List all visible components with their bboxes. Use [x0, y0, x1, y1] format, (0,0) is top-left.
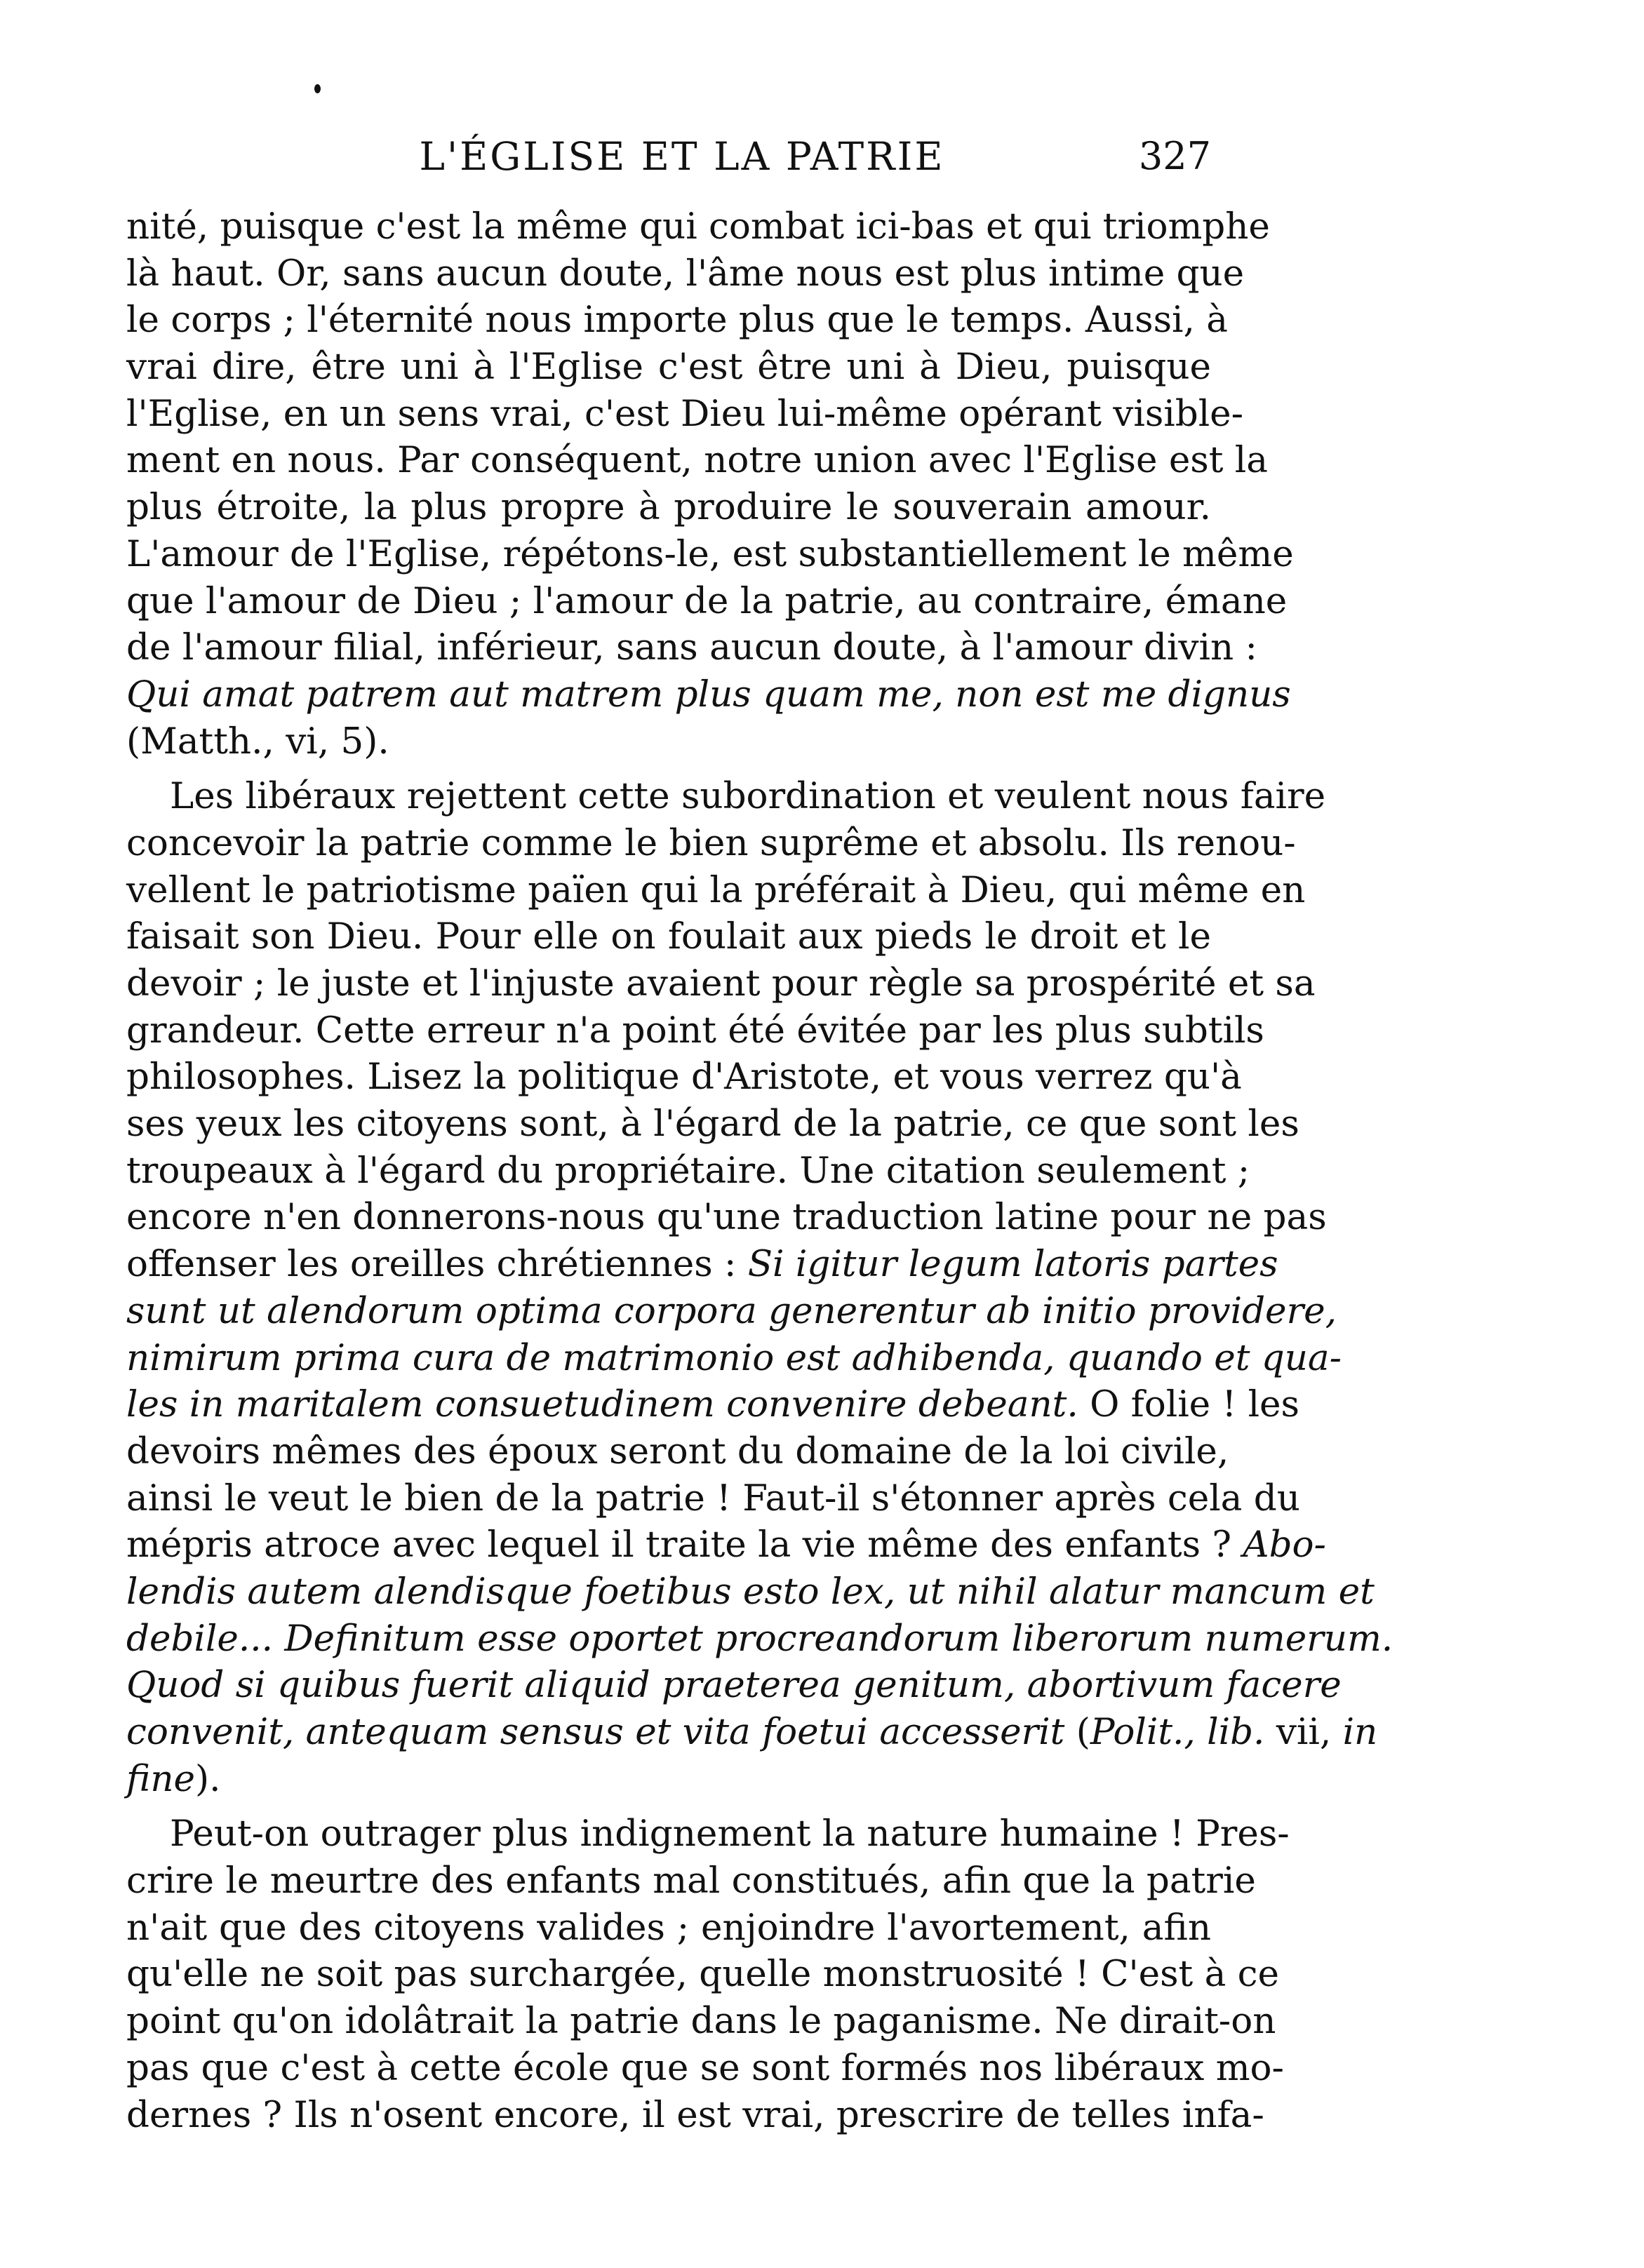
text-line: [126, 1194, 1327, 1241]
roman-text: de l'amour filial, inférieur, sans aucun doute, à l'amour divin :: [126, 626, 1257, 669]
italic-text: nimirum prima cura de matrimonio est adhibenda, quando et qua-: [126, 1336, 1342, 1379]
italic-text: debile... Definitum esse oportet procreandorum liberorum numerum.: [126, 1617, 1394, 1660]
text-line: [126, 671, 1291, 718]
text-line: [126, 1858, 1256, 1905]
roman-text: grandeur. Cette erreur n'a point été évitée par les plus subtils: [126, 1009, 1264, 1052]
body-text: [126, 203, 1394, 2138]
roman-text: Peut-on outrager plus indignement la nature humaine ! Pres-: [170, 1813, 1290, 1856]
text-line: [126, 578, 1288, 625]
italic-text: les in maritalem consuetudinem convenire debeant.: [126, 1383, 1078, 1426]
text-line: [126, 1241, 1278, 1288]
italic-text: Si igitur legum latoris partes: [747, 1243, 1278, 1286]
paragraph: [126, 203, 1294, 765]
text-line: [126, 1905, 1211, 1952]
roman-text: crire le meurtre des enfants mal constitués, afin que la patrie: [126, 1860, 1256, 1903]
roman-text: vellent le patriotisme païen qui la préférait à Dieu, qui même en: [126, 868, 1306, 911]
text-line: [126, 1998, 1276, 2045]
roman-text: l'Eglise, en un sens vrai, c'est Dieu lui-même opérant visible-: [126, 392, 1244, 435]
roman-text: (Matth., vi, 5).: [126, 720, 389, 763]
roman-text: vii,: [1264, 1711, 1343, 1753]
roman-text: qu'elle ne soit pas surchargée, quelle monstruosité ! C'est à ce: [126, 1953, 1279, 1996]
paragraph: [126, 773, 1394, 1802]
text-line: [126, 820, 1296, 867]
paragraph: [126, 1811, 1290, 2138]
roman-text: dernes ? Ils n'osent encore, il est vrai, prescrire de telles infa-: [126, 2093, 1264, 2136]
roman-text: philosophes. Lisez la politique d'Aristote, et vous verrez qu'à: [126, 1056, 1242, 1099]
roman-text: pas que c'est à cette école que se sont formés nos libéraux mo-: [126, 2046, 1284, 2089]
text-line: [126, 484, 1211, 531]
roman-text: plus étroite, la plus propre à produire le souverain amour.: [126, 486, 1211, 529]
text-line: [126, 1756, 1211, 1803]
text-line: [126, 1951, 1279, 1998]
text-line: [126, 203, 1270, 250]
roman-text: ).: [195, 1757, 221, 1800]
roman-text: que l'amour de Dieu ; l'amour de la patrie, au contraire, émane: [126, 579, 1288, 622]
text-line: [126, 1288, 1337, 1335]
roman-text: encore n'en donnerons-nous qu'une traduction latine pour ne pas: [126, 1196, 1327, 1239]
italic-text: Quod si quibus fuerit aliquid praeterea genitum, abortivum facere: [126, 1664, 1342, 1707]
text-line: [126, 531, 1294, 578]
roman-text: devoirs mêmes des époux seront du domaine de la loi civile,: [126, 1430, 1229, 1472]
text-line: [126, 624, 1257, 671]
roman-text: n'ait que des citoyens valides ; enjoindre l'avortement, afin: [126, 1906, 1211, 1949]
roman-text: ment en nous. Par conséquent, notre union avec l'Eglise est la: [126, 439, 1268, 482]
italic-text: lendis autem alendisque foetibus esto lex, ut nihil alatur mancum et: [126, 1570, 1375, 1613]
roman-text: le corps ; l'éternité nous importe plus que le temps. Aussi, à: [126, 299, 1228, 342]
text-line: [126, 2045, 1284, 2092]
italic-text: convenit, antequam sensus et vita foetui accesserit: [126, 1711, 1065, 1753]
roman-text: L'amour de l'Eglise, répétons-le, est substantiellement le même: [126, 532, 1294, 575]
text-line: [126, 773, 1326, 820]
text-line: [126, 1054, 1242, 1101]
paragraph-container: [126, 203, 1394, 2138]
italic-text: fine: [126, 1757, 195, 1800]
text-line: [126, 1522, 1326, 1569]
text-line: [126, 1709, 1378, 1756]
roman-text: nité, puisque c'est la même qui combat ici-bas et qui triomphe: [126, 206, 1270, 248]
text-line: [126, 960, 1316, 1007]
roman-text: offenser les oreilles chrétiennes :: [126, 1243, 748, 1286]
text-line: [126, 1007, 1264, 1054]
text-line: [126, 1335, 1342, 1382]
text-line: [126, 1428, 1229, 1475]
text-line: [126, 718, 1211, 765]
roman-text: concevoir la patrie comme le bien suprême et absolu. Ils renou-: [126, 821, 1296, 864]
text-line: [126, 1381, 1299, 1428]
roman-text: O folie ! les: [1078, 1383, 1299, 1426]
text-line: [126, 1101, 1299, 1148]
roman-text: faisait son Dieu. Pour elle on foulait aux pieds le droit et le: [126, 915, 1211, 958]
roman-text: Les libéraux rejettent cette subordination et veulent nous faire: [170, 775, 1326, 818]
text-line: [126, 1811, 1290, 1858]
roman-text: devoir ; le juste et l'injuste avaient pour règle sa prospérité et sa: [126, 962, 1316, 1005]
roman-text: là haut. Or, sans aucun doute, l'âme nous est plus intime que: [126, 252, 1245, 295]
text-line: [126, 344, 1211, 391]
roman-text: ainsi le veut le bien de la patrie ! Faut-il s'étonner après cela du: [126, 1477, 1300, 1519]
text-line: [126, 250, 1245, 297]
text-line: [126, 867, 1306, 914]
ink-speck: [314, 84, 321, 93]
italic-text: in: [1342, 1711, 1378, 1753]
text-line: [126, 1475, 1300, 1522]
italic-text: Qui amat patrem aut matrem plus quam me, non est me dignus: [126, 673, 1291, 716]
text-line: [126, 913, 1211, 960]
text-line: [126, 1616, 1394, 1663]
roman-text: (: [1064, 1711, 1090, 1753]
text-line: [126, 1662, 1342, 1709]
roman-text: ses yeux les citoyens sont, à l'égard de la patrie, ce que sont les: [126, 1103, 1299, 1146]
italic-text: Abo-: [1243, 1524, 1326, 1566]
roman-text: point qu'on idolâtrait la patrie dans le paganisme. Ne dirait-on: [126, 2000, 1276, 2043]
running-head: [125, 125, 1211, 188]
text-line: [126, 391, 1244, 438]
text-line: [126, 297, 1228, 344]
roman-text: mépris atroce avec lequel il traite la vie même des enfants ?: [126, 1524, 1243, 1566]
roman-text: troupeaux à l'égard du propriétaire. Une citation seulement ;: [126, 1149, 1250, 1192]
text-line: [126, 437, 1268, 484]
text-line: [126, 1148, 1250, 1195]
italic-text: Polit., lib.: [1090, 1711, 1265, 1753]
italic-text: sunt ut alendorum optima corpora generentur ab initio providere,: [126, 1289, 1337, 1332]
running-title: L'ÉGLISE ET LA PATRIE: [419, 134, 945, 179]
roman-text: vrai dire, être uni à l'Eglise c'est être uni à Dieu, puisque: [126, 346, 1211, 389]
text-line: [126, 1569, 1375, 1616]
text-line: [126, 2092, 1264, 2139]
page-number: 327: [1138, 134, 1211, 178]
